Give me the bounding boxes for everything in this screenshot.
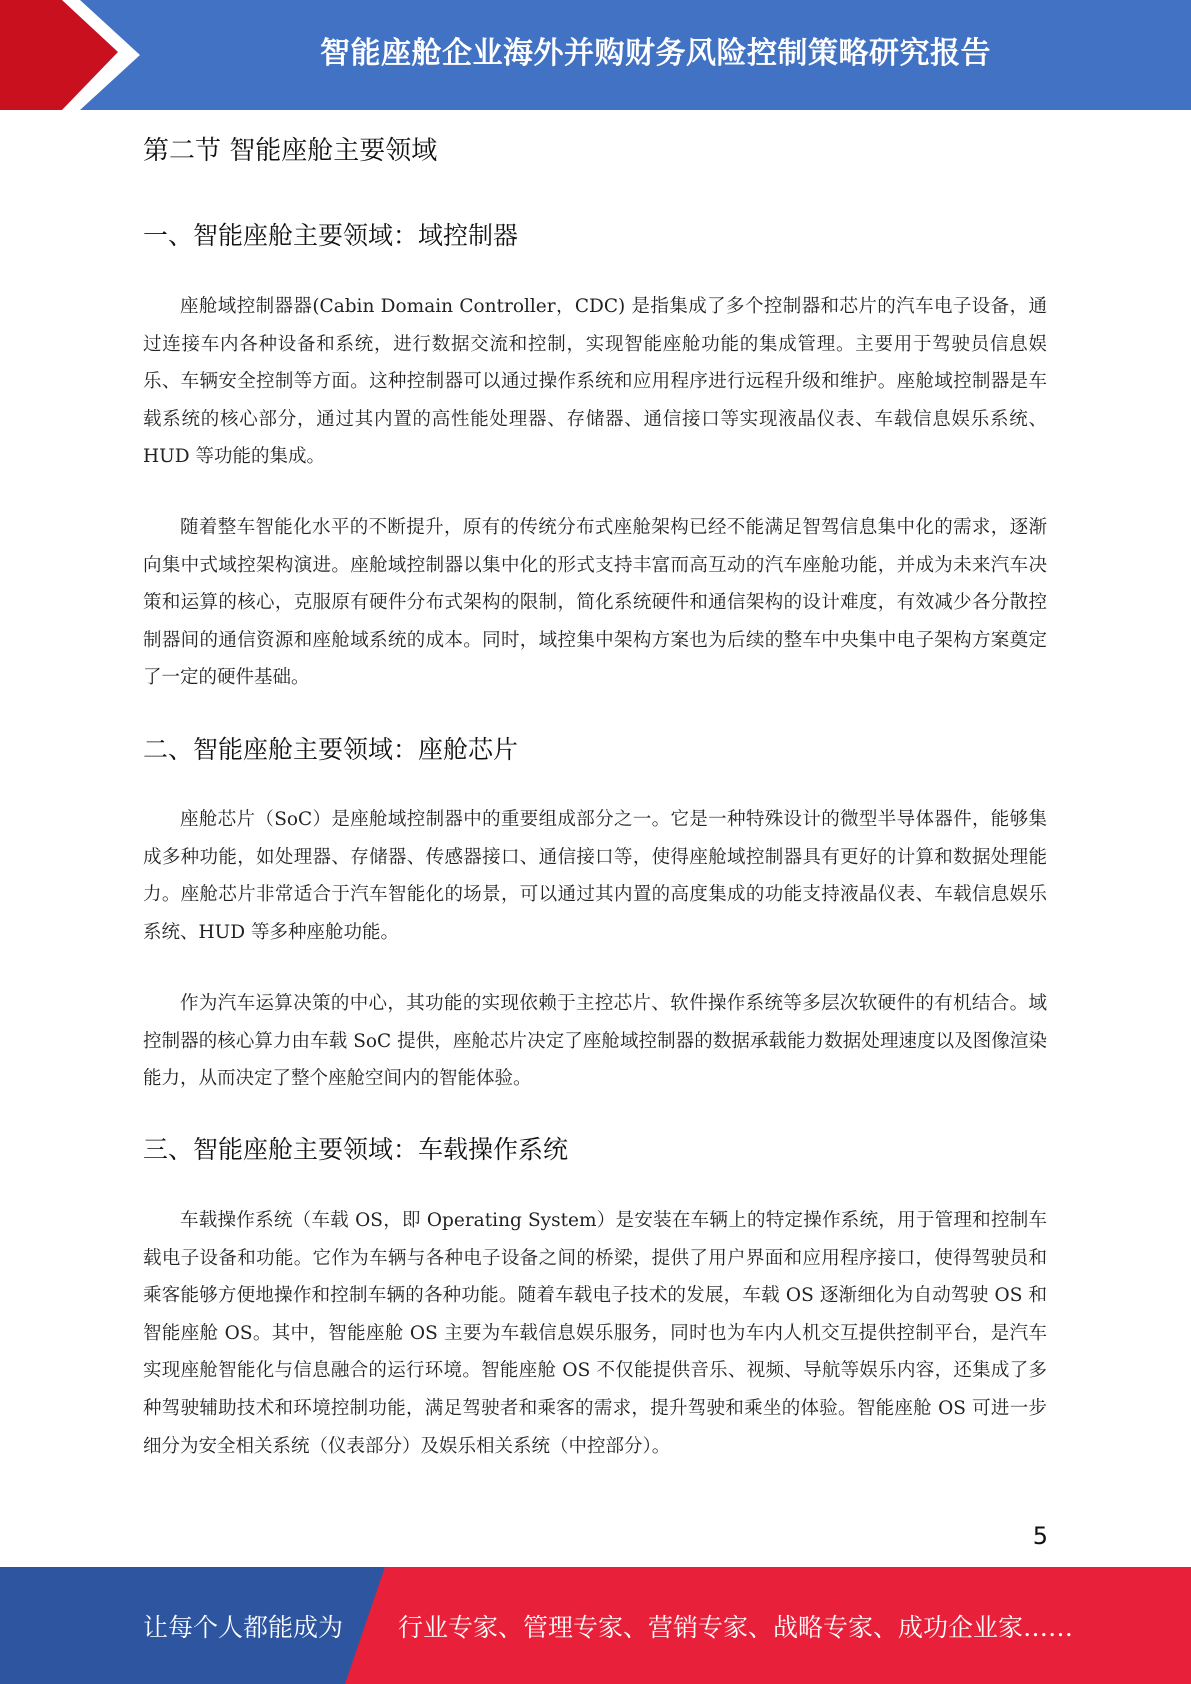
paragraph: 随着整车智能化水平的不断提升，原有的传统分布式座舱架构已经不能满足智驾信息集中化的需求，逐渐向集中式域控架构演进。座舱域控制器以集中化的形式支持丰富而高互动的汽车座舱功能，并成为未来汽车决策和运算的核心，克服原有硬件分布式架构的限制，简化系统硬件和通信架构的设计难度，有效减少各分散控制器间的通信资源和座舱域系统的成本。同时，域控集中架构方案也为后续的整车中央集中电子架构方案奠定了一定的硬件基础。 — [143, 517, 1047, 689]
paragraph: 座舱域控制器器(Cabin Domain Controller，CDC) 是指集成了多个控制器和芯片的汽车电子设备，通过连接车内各种设备和系统，进行数据交流和控制，实现智能座舱功能的集成管理。主要用于驾驶员信息娱乐、车辆安全控制等方面。这种控制器可以通过操作系统和应用程序进行远程升级和维护。座舱域控制器是车载系统的核心部分，通过其内置的高性能处理器、存储器、通信接口等实现液晶仪表、车载信息娱乐系统、HUD 等功能的集成。 — [143, 296, 1047, 468]
subsection-heading-2: 二、智能座舱主要领域：座舱芯片 — [143, 735, 519, 764]
page-header — [0, 0, 1191, 110]
page-footer — [0, 1567, 1191, 1684]
paragraph: 作为汽车运算决策的中心，其功能的实现依赖于主控芯片、软件操作系统等多层次软硬件的有机结合。域控制器的核心算力由车载 SoC 提供，座舱芯片决定了座舱域控制器的数据承载能力数据处理速度以及图像渲染能力，从而决定了整个座舱空间内的智能体验。 — [143, 993, 1047, 1090]
page-number: 5 — [1032, 1522, 1048, 1550]
header-arrow-decoration — [0, 0, 160, 110]
paragraph: 车载操作系统（车载 OS，即 Operating System）是安装在车辆上的特定操作系统，用于管理和控制车载电子设备和功能。它作为车辆与各种电子设备之间的桥梁，提供了用户界面和应用程序接口，使得驾驶员和乘客能够方便地操作和控制车辆的各种功能。随着车载电子技术的发展，车载 OS 逐渐细化为自动驾驶 OS 和智能座舱 OS。其中，智能座舱 OS 主要为车载信息娱乐服务，同时也为车内人机交互提供控制平台，是汽车实现座舱智能化与信息融合的运行环境。智能座舱 OS 不仅能提供音乐、视频、导航等娱乐内容，还集成了多种驾驶辅助技术和环境控制功能，满足驾驶者和乘客的需求，提升驾驶和乘坐的体验。智能座舱 OS 可进一步细分为安全相关系统（仪表部分）及娱乐相关系统（中控部分）。 — [143, 1210, 1047, 1457]
subsection-heading-1: 一、智能座舱主要领域：域控制器 — [143, 221, 519, 250]
section-title: 第二节 智能座舱主要领域 — [143, 136, 438, 166]
footer-slogan-right: 行业专家、管理专家、营销专家、战略专家、成功企业家…… — [398, 1612, 1074, 1642]
paragraph: 座舱芯片（SoC）是座舱域控制器中的重要组成部分之一。它是一种特殊设计的微型半导体器件，能够集成多种功能，如处理器、存储器、传感器接口、通信接口等，使得座舱域控制器具有更好的计算和数据处理能力。座舱芯片非常适合于汽车智能化的场景，可以通过其内置的高度集成的功能支持液晶仪表、车载信息娱乐系统、HUD 等多种座舱功能。 — [143, 809, 1047, 943]
report-title: 智能座舱企业海外并购财务风险控制策略研究报告 — [320, 36, 991, 71]
subsection-heading-3: 三、智能座舱主要领域：车载操作系统 — [143, 1135, 569, 1164]
footer-slogan-left: 让每个人都能成为 — [143, 1612, 344, 1642]
